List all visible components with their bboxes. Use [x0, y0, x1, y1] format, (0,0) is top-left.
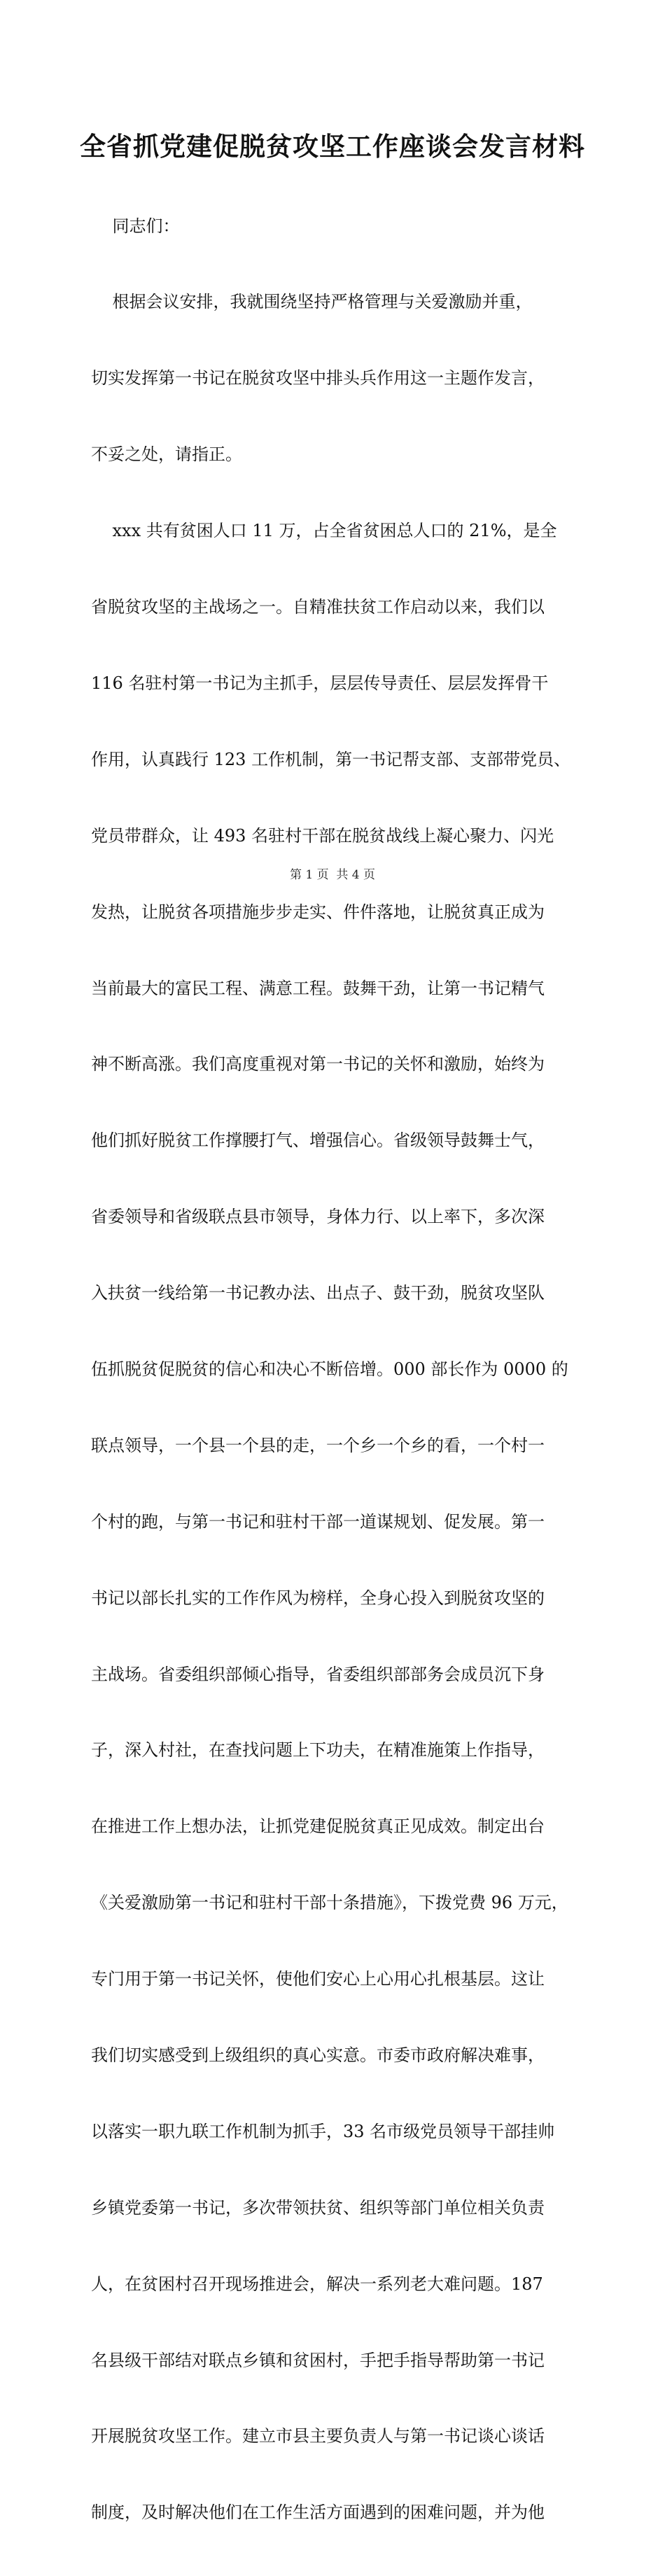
body-line: 当前最大的富民工程、满意工程。鼓舞干劲，让第一书记精气 — [91, 978, 545, 998]
document-title: 全省抓党建促脱贫攻坚工作座谈会发言材料 — [80, 131, 585, 162]
body-line: 乡镇党委第一书记，多次带领扶贫、组织等部门单位相关负责 — [91, 2197, 545, 2218]
body-line: 人，在贫困村召开现场推进会，解决一系列老大难问题。187 — [91, 2274, 543, 2294]
body-line: 切实发挥第一书记在脱贫攻坚中排头兵作用这一主题作发言， — [91, 368, 545, 388]
body-line: xxx 共有贫困人口 11 万，占全省贫困总人口的 21%，是全 — [91, 521, 557, 541]
body-line: 作用，认真践行 123 工作机制，第一书记帮支部、支部带党员、 — [91, 749, 571, 769]
body-line: 不妥之处，请指正。 — [91, 444, 242, 465]
body-line: 发热，让脱贫各项措施步步走实、件件落地，让脱贫真正成为 — [91, 902, 545, 922]
body-line: 入扶贫一线给第一书记教办法、出点子、鼓干劲，脱贫攻坚队 — [91, 1283, 545, 1303]
body-line: 他们抓好脱贫工作撑腰打气、增强信心。省级领导鼓舞士气， — [91, 1130, 545, 1151]
page-number-footer: 第 1 页 共 4 页 — [289, 868, 376, 882]
body-line: 《关爱激励第一书记和驻村干部十条措施》，下拨党费 96 万元， — [91, 1893, 568, 1913]
body-line: 我们切实感受到上级组织的真心实意。市委市政府解决难事， — [91, 2045, 545, 2065]
body-line: 同志们： — [91, 216, 180, 236]
body-line: 116 名驻村第一书记为主抓手，层层传导责任、层层发挥骨干 — [91, 673, 549, 693]
body-line: 根据会议安排，我就围绕坚持严格管理与关爱激励并重， — [91, 292, 533, 312]
body-line: 省脱贫攻坚的主战场之一。自精准扶贫工作启动以来，我们以 — [91, 597, 545, 617]
body-line: 省委领导和省级联点县市领导，身体力行、以上率下，多次深 — [91, 1207, 545, 1227]
document-body — [91, 162, 581, 2576]
body-line: 伍抓脱贫促脱贫的信心和决心不断倍增。000 部长作为 0000 的 — [91, 1359, 568, 1379]
body-line: 个村的跑，与第一书记和驻村干部一道谋规划、促发展。第一 — [91, 1511, 545, 1532]
body-line: 神不断高涨。我们高度重视对第一书记的关怀和激励，始终为 — [91, 1054, 545, 1074]
body-line: 主战场。省委组织部倾心指导，省委组织部部务会成员沉下身 — [91, 1664, 545, 1684]
body-line: 党员带群众，让 493 名驻村干部在脱贫战线上凝心聚力、闪光 — [91, 825, 554, 846]
body-line: 以落实一职九联工作机制为抓手，33 名市级党员领导干部挂帅 — [91, 2121, 555, 2141]
body-line: 子，深入村社，在查找问题上下功夫，在精准施策上作指导， — [91, 1740, 545, 1760]
body-line: 开展脱贫攻坚工作。建立市县主要负责人与第一书记谈心谈话 — [91, 2426, 545, 2446]
body-line: 名县级干部结对联点乡镇和贫困村，手把手指导帮助第一书记 — [91, 2350, 545, 2370]
body-line: 联点领导，一个县一个县的走，一个乡一个乡的看，一个村一 — [91, 1435, 545, 1455]
body-line: 在推进工作上想办法，让抓党建促脱贫真正见成效。制定出台 — [91, 1816, 545, 1837]
body-line: 书记以部长扎实的工作作风为榜样，全身心投入到脱贫攻坚的 — [91, 1588, 545, 1608]
body-line: 专门用于第一书记关怀，使他们安心上心用心扎根基层。这让 — [91, 1969, 545, 1989]
body-line: 制度，及时解决他们在工作生活方面遇到的困难问题，并为他 — [91, 2502, 545, 2523]
